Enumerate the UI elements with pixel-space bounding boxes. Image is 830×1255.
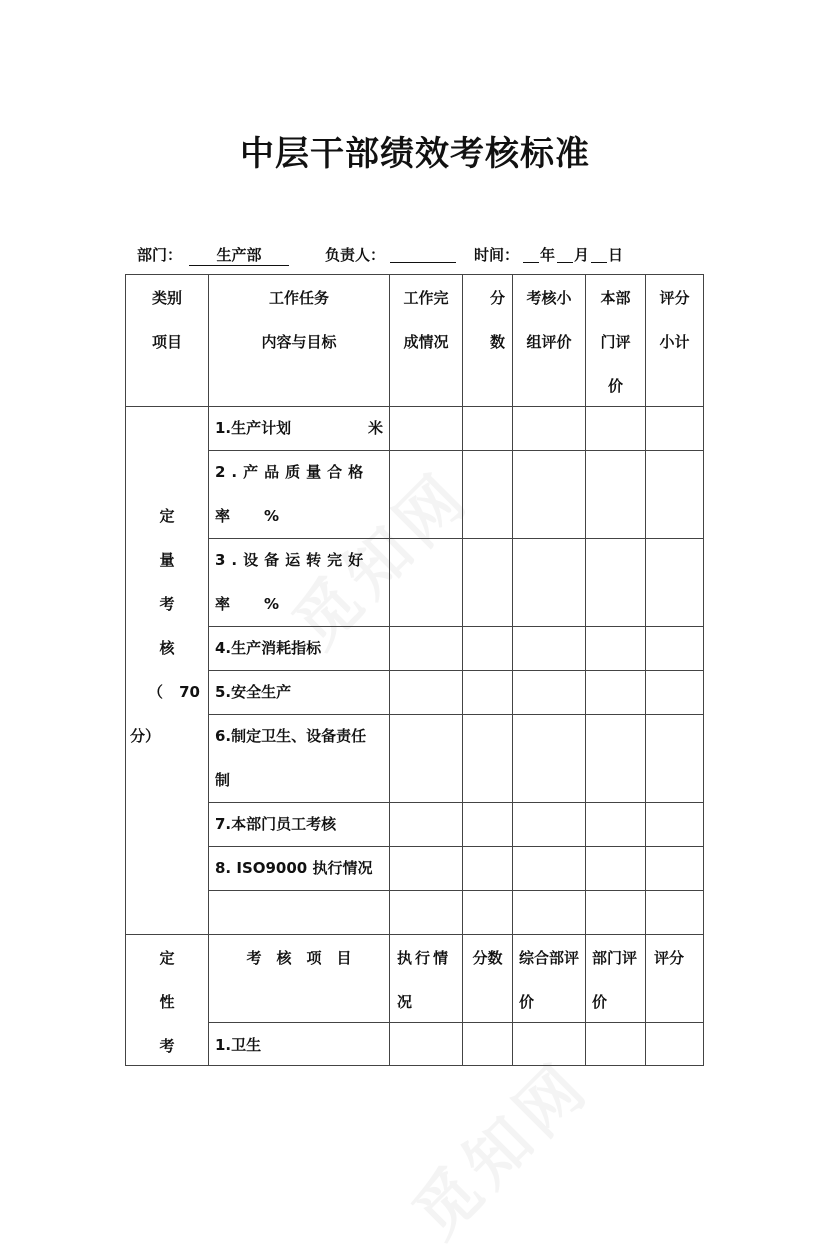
qual-item-1: 1.卫生 xyxy=(215,1036,262,1054)
time-label: 时间： xyxy=(474,246,520,264)
task-item-3: 3.设备运转完好 率 % xyxy=(215,551,370,613)
page-title: 中层干部绩效考核标准 xyxy=(240,134,590,174)
qual-header-items: 考 核 项 目 xyxy=(246,949,352,967)
year-label: 年 xyxy=(540,246,556,264)
qual-category: 定 性 考 xyxy=(159,949,175,1055)
header-task: 工作任务 内容与目标 xyxy=(261,289,337,351)
task-item-1: 1.生产计划 米 xyxy=(215,419,383,437)
dept-value: 生产部 xyxy=(189,244,289,266)
task-item-4: 4.生产消耗指标 xyxy=(215,639,322,657)
header-completion: 工作完 成情况 xyxy=(403,289,449,351)
qual-header-score-total: 评分 xyxy=(654,949,685,967)
header-subtotal: 评分 小计 xyxy=(659,289,690,351)
dept-label: 部门： xyxy=(137,246,183,264)
task-item-7: 7.本部门员工考核 xyxy=(215,815,337,833)
qual-header-dept-eval: 部门评 价 xyxy=(592,949,638,1011)
task-item-8: 8. ISO9000 执行情况 xyxy=(215,859,373,877)
day-label: 日 xyxy=(608,246,624,264)
qual-header-execution: 执行情 况 xyxy=(397,949,452,1011)
task-item-5: 5.安全生产 xyxy=(215,683,292,701)
qual-header-score: 分数 xyxy=(472,949,503,967)
header-score: 分 数 xyxy=(489,289,505,351)
quant-category: 定 量 考 核 （ 70 分） xyxy=(130,507,200,745)
qual-header-general-eval: 综合部评 价 xyxy=(519,949,580,1011)
task-item-2: 2.产品质量合格 率 % xyxy=(215,463,370,525)
header-group-eval: 考核小 组评价 xyxy=(526,289,572,351)
month-label: 月 xyxy=(574,246,590,264)
header-category: 类别 项目 xyxy=(151,289,182,351)
owner-label: 负责人： xyxy=(325,246,386,264)
task-item-6: 6.制定卫生、设备责任 制 xyxy=(215,727,367,789)
header-dept-eval: 本部 门评 价 xyxy=(600,289,631,395)
